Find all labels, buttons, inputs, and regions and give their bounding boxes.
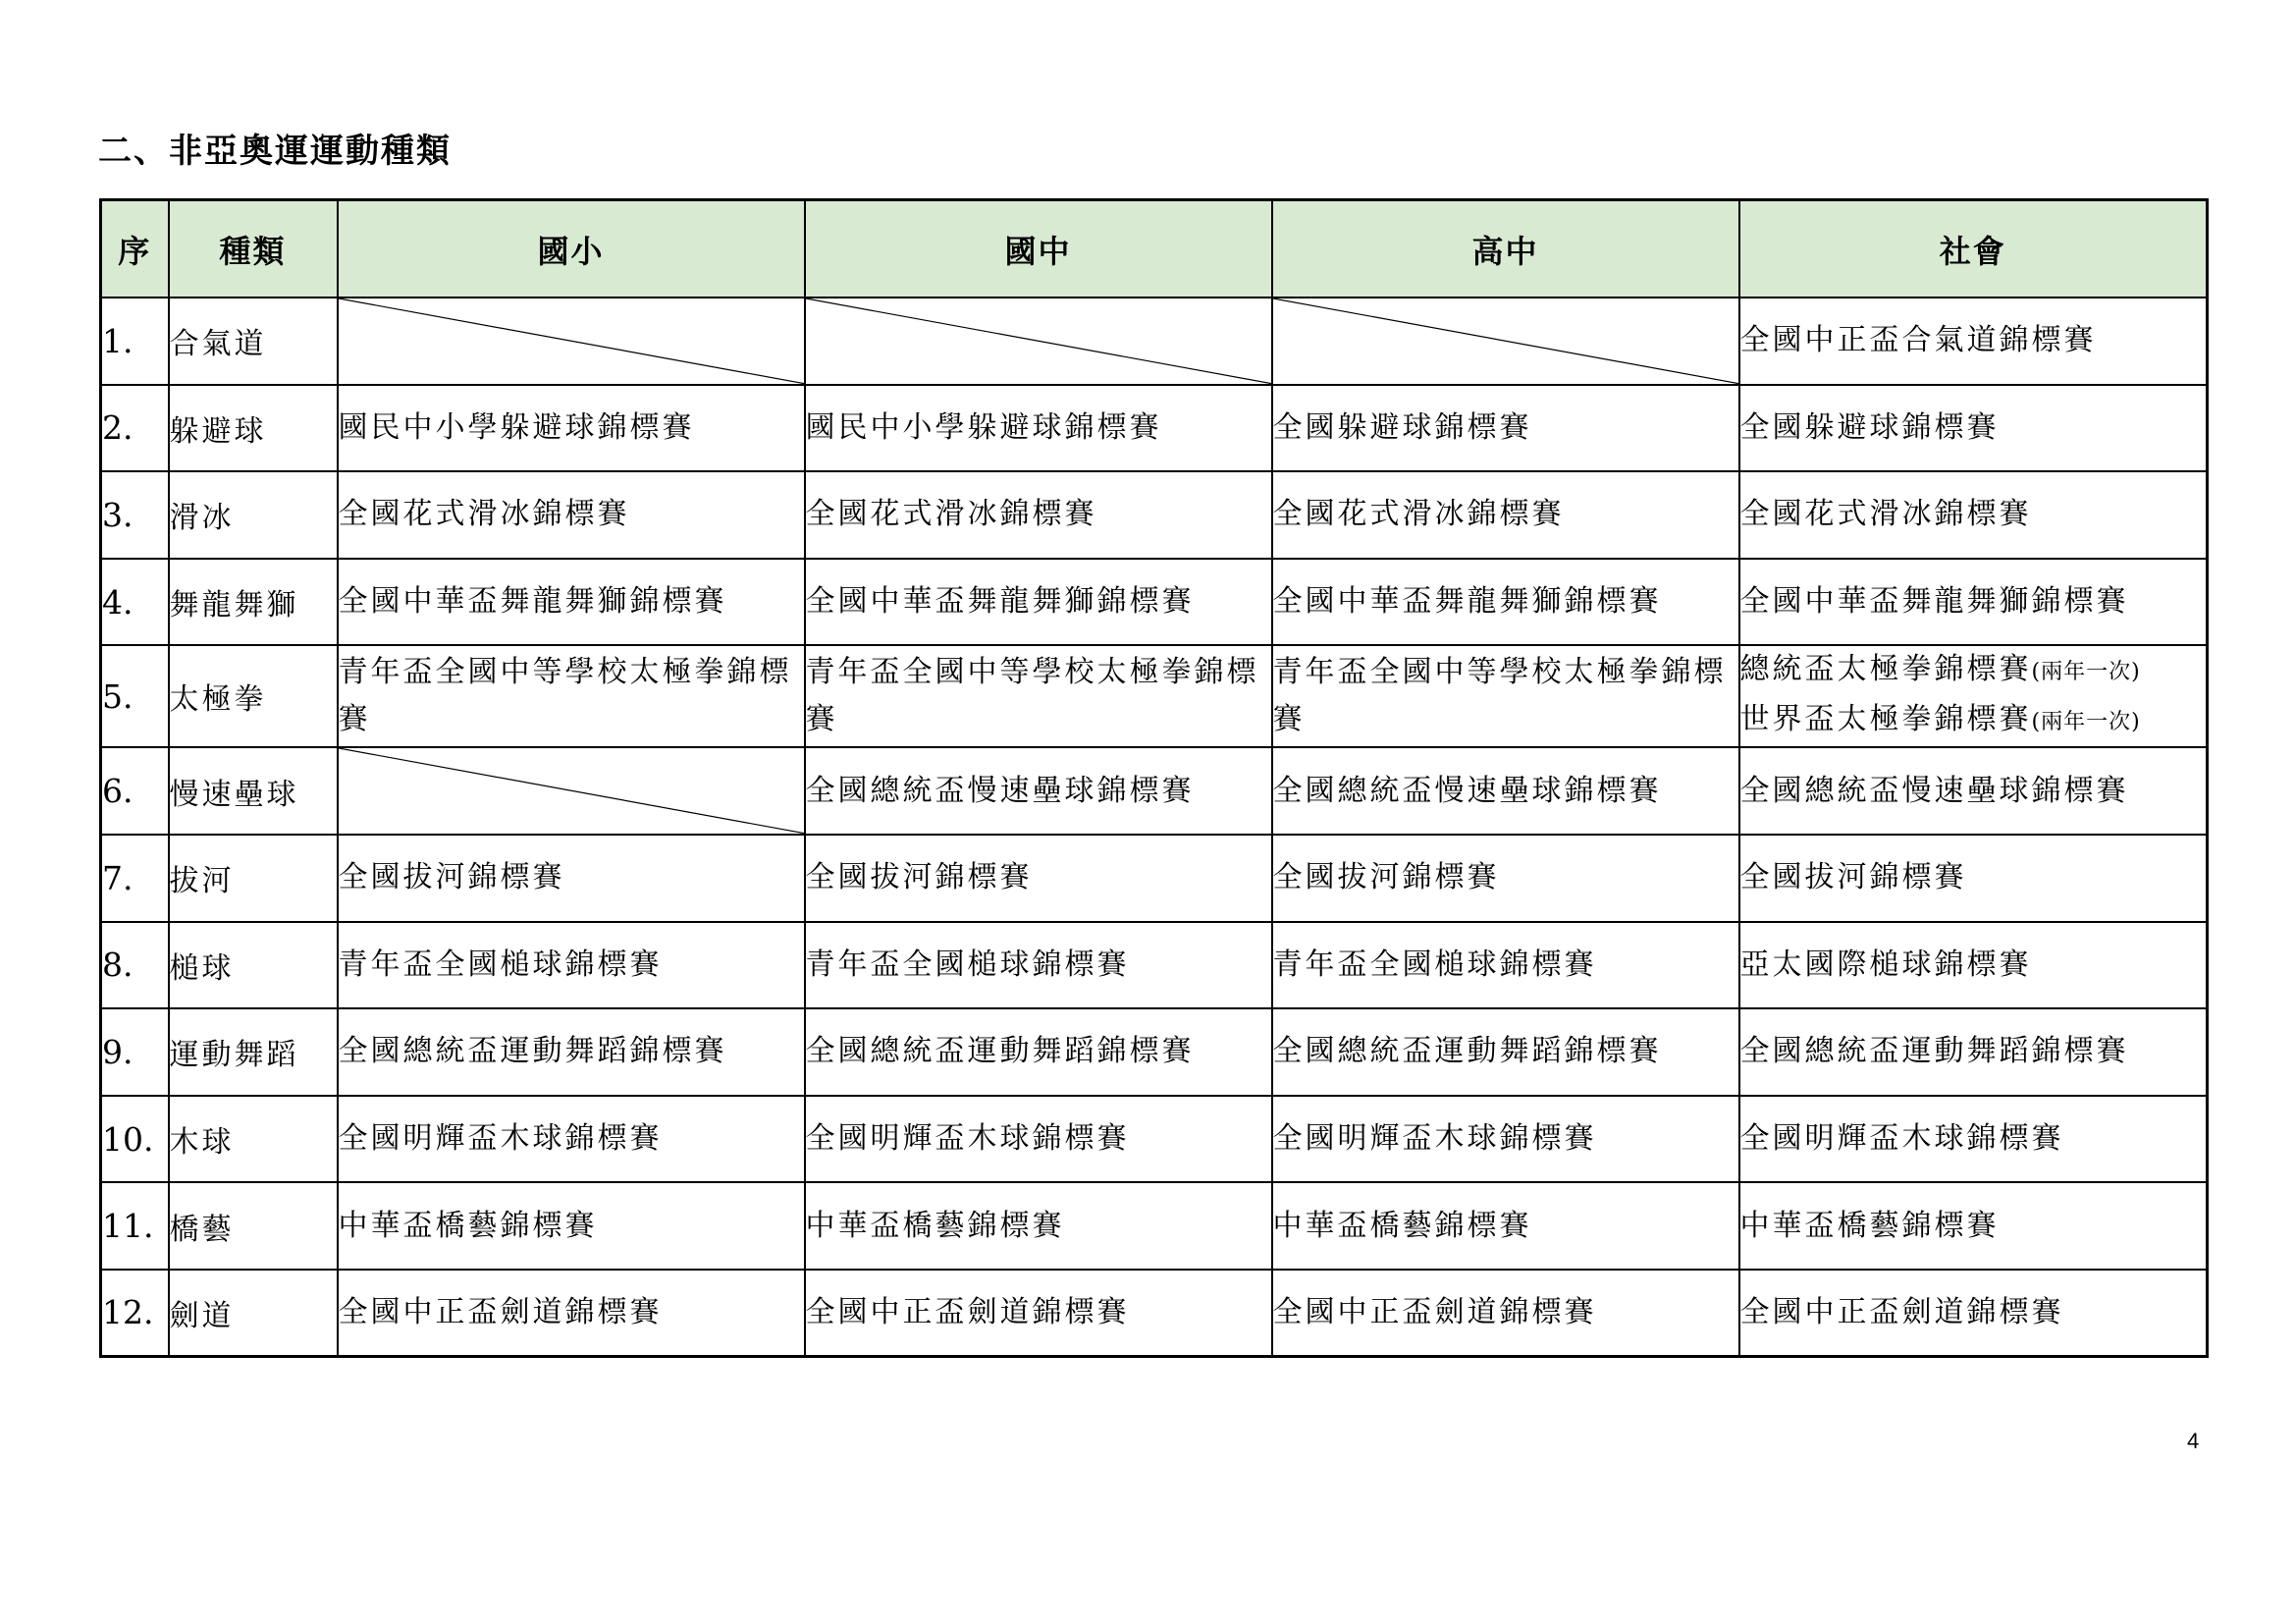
- senior-competition: 青年盃全國槌球錦標賽: [1272, 922, 1739, 1009]
- row-number: 6.: [101, 747, 169, 835]
- elementary-competition: 中華盃橋藝錦標賽: [338, 1182, 805, 1270]
- table-header-row: [101, 200, 2208, 298]
- society-competition: 全國明輝盃木球錦標賽: [1739, 1096, 2208, 1183]
- row-number: 2.: [101, 385, 169, 472]
- senior-competition: 全國總統盃慢速壘球錦標賽: [1272, 747, 1739, 835]
- elementary-competition: 全國花式滑冰錦標賽: [338, 471, 805, 559]
- sport-name: 運動舞蹈: [169, 1008, 338, 1096]
- sports-table: [99, 198, 2209, 1358]
- junior-competition: 全國中華盃舞龍舞獅錦標賽: [805, 559, 1272, 646]
- table-row: [101, 922, 2208, 1009]
- table-row: [101, 1008, 2208, 1096]
- sport-name: 慢速壘球: [169, 747, 338, 835]
- table-row: [101, 645, 2208, 747]
- sport-name: 太極拳: [169, 645, 338, 747]
- junior-competition: 全國總統盃運動舞蹈錦標賽: [805, 1008, 1272, 1096]
- senior-competition: 全國拔河錦標賽: [1272, 835, 1739, 922]
- sport-name: 滑冰: [169, 471, 338, 559]
- row-number: 4.: [101, 559, 169, 646]
- junior-competition: 全國明輝盃木球錦標賽: [805, 1096, 1272, 1183]
- society-competition: 全國總統盃慢速壘球錦標賽: [1739, 747, 2208, 835]
- sport-name: 劍道: [169, 1270, 338, 1357]
- senior-competition: 全國中華盃舞龍舞獅錦標賽: [1272, 559, 1739, 646]
- junior-competition: 國民中小學躲避球錦標賽: [805, 385, 1272, 472]
- elementary-competition: 全國拔河錦標賽: [338, 835, 805, 922]
- header-elementary: 國小: [338, 200, 805, 298]
- diagonal-slash: [339, 748, 804, 834]
- junior-competition: 青年盃全國中等學校太極拳錦標賽: [805, 645, 1272, 747]
- frequency-note: (兩年一次): [2031, 710, 2141, 735]
- row-number: 8.: [101, 922, 169, 1009]
- society-competition: 全國中正盃劍道錦標賽: [1739, 1270, 2208, 1357]
- competition-name: 總統盃太極拳錦標賽: [1739, 652, 2032, 687]
- senior-competition: 全國花式滑冰錦標賽: [1272, 471, 1739, 559]
- elementary-competition: 全國中正盃劍道錦標賽: [338, 1270, 805, 1357]
- empty-cell: [338, 298, 805, 385]
- table-row: [101, 471, 2208, 559]
- sport-name: 橋藝: [169, 1182, 338, 1270]
- header-index: 序: [101, 200, 169, 298]
- table-row: [101, 1270, 2208, 1357]
- row-number: 9.: [101, 1008, 169, 1096]
- empty-cell: [1272, 298, 1739, 385]
- senior-competition: 全國躲避球錦標賽: [1272, 385, 1739, 472]
- page-title: 二、非亞奧運運動種類: [98, 132, 452, 171]
- senior-competition: 青年盃全國中等學校太極拳錦標賽: [1272, 645, 1739, 747]
- header-senior-high: 高中: [1272, 200, 1739, 298]
- row-number: 1.: [101, 298, 169, 385]
- table-row: [101, 835, 2208, 922]
- page-number: 4: [2187, 1429, 2200, 1453]
- society-competition: 全國中正盃合氣道錦標賽: [1739, 298, 2208, 385]
- sport-name: 拔河: [169, 835, 338, 922]
- society-competition: 中華盃橋藝錦標賽: [1739, 1182, 2208, 1270]
- society-competition: [1739, 645, 2208, 747]
- junior-competition: 全國中正盃劍道錦標賽: [805, 1270, 1272, 1357]
- society-line-2: [1740, 696, 2207, 746]
- sport-name: 槌球: [169, 922, 338, 1009]
- frequency-note: (兩年一次): [2031, 660, 2141, 685]
- elementary-competition: 青年盃全國槌球錦標賽: [338, 922, 805, 1009]
- table-row: [101, 298, 2208, 385]
- table-row: [101, 1096, 2208, 1183]
- senior-competition: 全國總統盃運動舞蹈錦標賽: [1272, 1008, 1739, 1096]
- table-row: [101, 385, 2208, 472]
- row-number: 12.: [101, 1270, 169, 1357]
- sport-name: 木球: [169, 1096, 338, 1183]
- junior-competition: 全國拔河錦標賽: [805, 835, 1272, 922]
- society-competition: 全國躲避球錦標賽: [1739, 385, 2208, 472]
- empty-cell: [338, 747, 805, 835]
- society-competition: 全國總統盃運動舞蹈錦標賽: [1739, 1008, 2208, 1096]
- diagonal-slash: [339, 298, 804, 384]
- row-number: 7.: [101, 835, 169, 922]
- table-row: [101, 1182, 2208, 1270]
- elementary-competition: 全國明輝盃木球錦標賽: [338, 1096, 805, 1183]
- society-competition: 全國中華盃舞龍舞獅錦標賽: [1739, 559, 2208, 646]
- header-society: 社會: [1739, 200, 2208, 298]
- elementary-competition: 青年盃全國中等學校太極拳錦標賽: [338, 645, 805, 747]
- senior-competition: 全國中正盃劍道錦標賽: [1272, 1270, 1739, 1357]
- elementary-competition: 全國中華盃舞龍舞獅錦標賽: [338, 559, 805, 646]
- society-competition: 亞太國際槌球錦標賽: [1739, 922, 2208, 1009]
- header-sport: 種類: [169, 200, 338, 298]
- table-row: [101, 559, 2208, 646]
- junior-competition: 全國花式滑冰錦標賽: [805, 471, 1272, 559]
- diagonal-slash: [806, 298, 1271, 384]
- junior-competition: 全國總統盃慢速壘球錦標賽: [805, 747, 1272, 835]
- elementary-competition: 國民中小學躲避球錦標賽: [338, 385, 805, 472]
- diagonal-slash: [1273, 298, 1738, 384]
- empty-cell: [805, 298, 1272, 385]
- junior-competition: 中華盃橋藝錦標賽: [805, 1182, 1272, 1270]
- table-row: [101, 747, 2208, 835]
- sport-name: 躲避球: [169, 385, 338, 472]
- senior-competition: 全國明輝盃木球錦標賽: [1272, 1096, 1739, 1183]
- junior-competition: 青年盃全國槌球錦標賽: [805, 922, 1272, 1009]
- sport-name: 舞龍舞獅: [169, 559, 338, 646]
- society-competition: 全國拔河錦標賽: [1739, 835, 2208, 922]
- header-junior-high: 國中: [805, 200, 1272, 298]
- row-number: 10.: [101, 1096, 169, 1183]
- society-line-1: [1740, 646, 2207, 696]
- elementary-competition: 全國總統盃運動舞蹈錦標賽: [338, 1008, 805, 1096]
- competition-name: 世界盃太極拳錦標賽: [1739, 702, 2032, 737]
- row-number: 5.: [101, 645, 169, 747]
- sport-name: 合氣道: [169, 298, 338, 385]
- senior-competition: 中華盃橋藝錦標賽: [1272, 1182, 1739, 1270]
- row-number: 11.: [101, 1182, 169, 1270]
- society-competition: 全國花式滑冰錦標賽: [1739, 471, 2208, 559]
- row-number: 3.: [101, 471, 169, 559]
